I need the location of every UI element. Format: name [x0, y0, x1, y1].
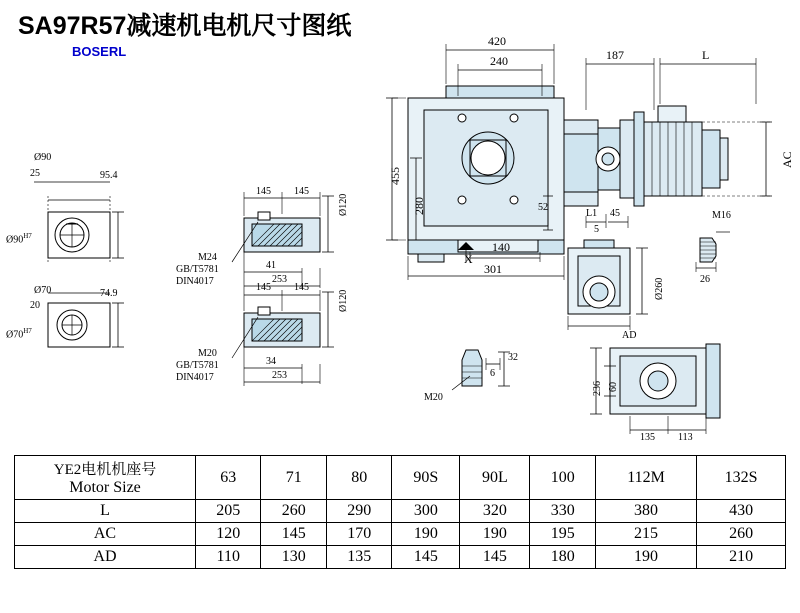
label-lower-145b: 145 — [294, 282, 309, 293]
label-shaft-70: $Ø70^{H7}$ — [6, 327, 32, 341]
table-row — [15, 523, 786, 546]
label-motor-L: L — [702, 48, 710, 62]
label-main-455: 455 — [388, 167, 402, 185]
label-len-25: 25 — [30, 168, 40, 179]
label-height-954: 95.4 — [100, 170, 118, 181]
label-lower-std2: DIN4017 — [176, 372, 214, 383]
label-flange-236: 236 — [592, 381, 603, 396]
label-main-140: 140 — [492, 240, 510, 254]
label-dia90-top: Ø90 — [34, 152, 52, 163]
label-upper-std1: GB/T5781 — [176, 264, 219, 275]
label-upper-dia120: Ø120 — [338, 193, 349, 216]
table-header-row — [15, 456, 786, 500]
label-motor-AC: AC — [780, 151, 794, 168]
label-main-52: 52 — [538, 202, 548, 213]
table-size-cell: 132S — [697, 456, 786, 500]
label-motor-26: 26 — [700, 274, 710, 285]
label-motor-5: 5 — [594, 224, 599, 235]
table-cell: 145 — [460, 546, 530, 569]
row-label: AD — [15, 546, 196, 569]
header-cn: YE2电机机座号 — [53, 462, 157, 478]
table-cell: 215 — [595, 523, 696, 546]
label-len-20: 20 — [30, 300, 40, 311]
table-cell: 300 — [392, 500, 460, 523]
table-cell: 205 — [196, 500, 261, 523]
label-motor-M16: M16 — [712, 210, 731, 221]
table-size-cell: 63 — [196, 456, 261, 500]
table-cell: 320 — [460, 500, 530, 523]
table-row — [15, 546, 786, 569]
table-cell: 190 — [595, 546, 696, 569]
label-main-420: 420 — [488, 34, 506, 48]
table-cell: 260 — [697, 523, 786, 546]
table-cell: 135 — [326, 546, 391, 569]
table-cell: 190 — [460, 523, 530, 546]
table-size-cell: 100 — [530, 456, 595, 500]
table-cell: 210 — [697, 546, 786, 569]
label-main-280: 280 — [412, 197, 426, 215]
page-title: SA97R57减速机电机尺寸图纸 — [18, 12, 352, 40]
label-shaft-90: $Ø90^{H7}$ — [6, 232, 32, 246]
table-cell: 120 — [196, 523, 261, 546]
table-size-cell: 112M — [595, 456, 696, 500]
label-motor-187: 187 — [606, 48, 624, 62]
label-flange-135: 135 — [640, 432, 655, 443]
table-cell: 190 — [392, 523, 460, 546]
table-size-cell: 90L — [460, 456, 530, 500]
table-cell: 145 — [261, 523, 326, 546]
table-cell: 290 — [326, 500, 391, 523]
label-flange-113: 113 — [678, 432, 693, 443]
table-cell: 430 — [697, 500, 786, 523]
table-cell: 195 — [530, 523, 595, 546]
table-cell: 330 — [530, 500, 595, 523]
table-cell: 380 — [595, 500, 696, 523]
label-main-301: 301 — [484, 262, 502, 276]
header-en: Motor Size — [69, 479, 141, 496]
label-lower-dia120: Ø120 — [338, 289, 349, 312]
row-label: L — [15, 500, 196, 523]
label-upper-145a: 145 — [256, 186, 271, 197]
label-lower-253: 253 — [272, 370, 287, 381]
table-cell: 180 — [530, 546, 595, 569]
label-dia70-top: Ø70 — [34, 285, 52, 296]
label-flange-60: 60 — [608, 382, 619, 392]
label-lower-std1: GB/T5781 — [176, 360, 219, 371]
table-cell: 130 — [261, 546, 326, 569]
label-key-6: 6 — [490, 368, 495, 379]
label-main-240: 240 — [490, 54, 508, 68]
table-size-cell: 71 — [261, 456, 326, 500]
label-motor-AD: AD — [622, 330, 637, 341]
table-cell: 170 — [326, 523, 391, 546]
label-upper-std2: DIN4017 — [176, 276, 214, 287]
label-key-m20: M20 — [424, 392, 443, 403]
label-main-x: X — [464, 252, 473, 266]
label-motor-L1: L1 — [586, 208, 598, 219]
table-row — [15, 500, 786, 523]
label-motor-45: 45 — [610, 208, 620, 219]
label-upper-41: 41 — [266, 260, 276, 271]
label-motor-dia260: Ø260 — [654, 277, 665, 300]
brand-logo: BOSERL — [72, 44, 127, 59]
motor-size-table — [14, 455, 786, 569]
table-size-cell: 90S — [392, 456, 460, 500]
table-cell: 110 — [196, 546, 261, 569]
label-upper-145b: 145 — [294, 186, 309, 197]
table-size-cell: 80 — [326, 456, 391, 500]
label-lower-m20: M20 — [198, 348, 217, 359]
row-label: AC — [15, 523, 196, 546]
label-upper-m24: M24 — [198, 252, 217, 263]
label-upper-253: 253 — [272, 274, 287, 285]
label-height-749: 74.9 — [100, 288, 118, 299]
table-cell: 145 — [392, 546, 460, 569]
label-key-32: 32 — [508, 352, 518, 363]
label-lower-145a: 145 — [256, 282, 271, 293]
table-header-label — [15, 456, 196, 500]
label-lower-34: 34 — [266, 356, 276, 367]
table-cell: 260 — [261, 500, 326, 523]
